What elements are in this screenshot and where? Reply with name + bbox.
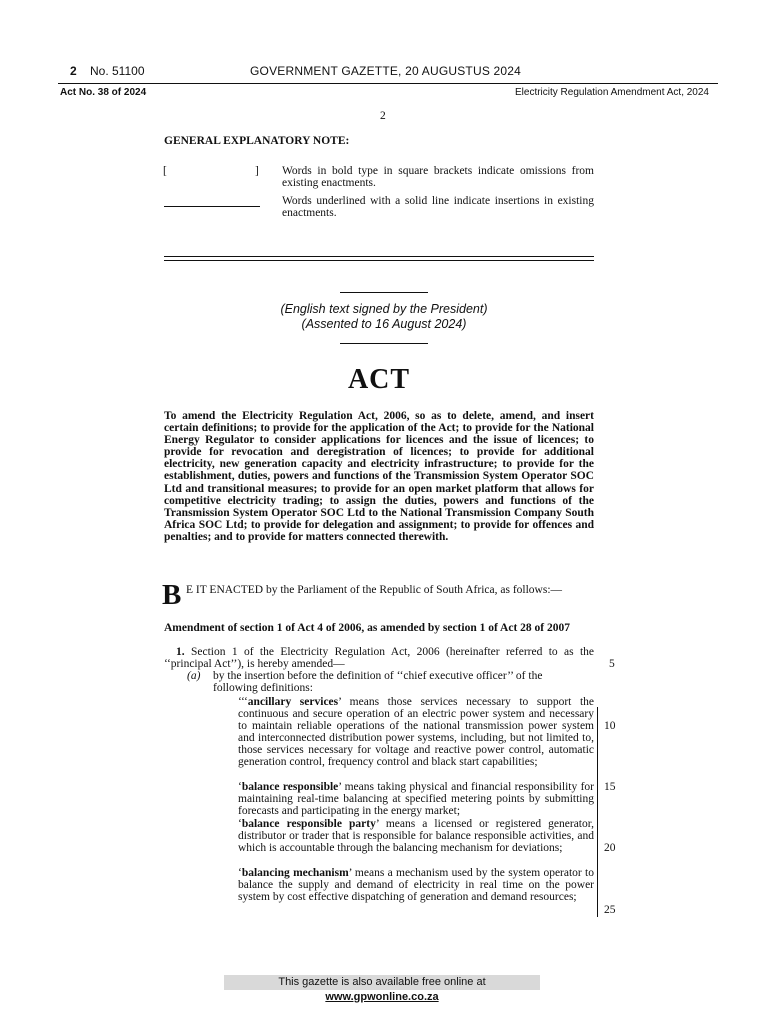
definition-term: balancing mechanism <box>241 867 349 879</box>
line-number: 10 <box>604 720 616 732</box>
footer-text: This gazette is also available free online at <box>278 976 486 988</box>
definition-term: balance responsible <box>241 781 339 793</box>
gazette-issue-number: No. 51100 <box>90 64 145 78</box>
footer-banner <box>224 975 540 1003</box>
act-heading: ACT <box>347 364 411 395</box>
definition-balance-responsible <box>238 781 594 817</box>
line-number: 5 <box>609 658 615 670</box>
section-1-text <box>164 646 594 670</box>
bracket-open: [ <box>163 165 167 177</box>
page-number-center: 2 <box>380 110 386 122</box>
assent-date-line: (Assented to 16 August 2024) <box>301 317 467 331</box>
definition-ancillary-services <box>238 696 594 768</box>
explanatory-note-title: GENERAL EXPLANATORY NOTE: <box>164 135 350 147</box>
enactment-text: E IT ENACTED by the Parliament of the Republic of South Africa, as follows:— <box>186 584 563 596</box>
header-rule <box>58 83 718 84</box>
section-heading: Amendment of section 1 of Act 4 of 2006, as amended by section 1 of Act 28 of 2007 <box>164 622 570 634</box>
definition-term: ancillary services <box>247 696 339 708</box>
assent-rule-bottom <box>340 343 428 344</box>
double-rule-top <box>164 256 594 257</box>
section-1-body: Section 1 of the Electricity Regulation Act, 2006 (hereinafter referred to as the ‘‘principal Act’’), is hereby amended— <box>164 646 595 670</box>
paragraph-a-text <box>213 670 594 694</box>
note-bold-explanation: Words in bold type in square brackets indicate omissions from existing enactments. <box>282 165 594 189</box>
definition-text: ’ means taking physical and financial responsibility for maintaining real-time balancing at specified metering points by submitting forecasts and participating in the energy market; <box>238 781 595 817</box>
double-rule-bottom <box>164 260 594 261</box>
definition-balancing-mechanism <box>238 867 594 903</box>
assent-signed-line: (English text signed by the President) <box>280 302 488 316</box>
act-number: Act No. 38 of 2024 <box>60 87 147 98</box>
definition-text: ’ means those services necessary to support the continuous and secure operation of an electric power system and necessary to maintain reliable operations of the national transmission power system and interconnected distribution power systems, including, but not limited to, those services necessary for voltage and reactive power control, automatic generation control, frequency control and black start capabilities; <box>238 696 594 768</box>
underline-sample <box>164 206 260 207</box>
enactment-drop-cap: B <box>162 579 182 611</box>
paragraph-a-line-1: by the insertion before the definition of ‘‘chief executive officer’’ of the <box>213 670 543 682</box>
definition-text: ’ means a mechanism used by the system operator to balance the supply and demand of electricity in real time on the power system by cost effective dispatching of generation and demand resources; <box>238 867 594 903</box>
line-number: 20 <box>604 842 616 854</box>
act-name-header: Electricity Regulation Amendment Act, 2024 <box>515 87 709 98</box>
definition-text: ’ means a licensed or registered generator, distributor or trader that is responsible for balance responsible activities, and which is accountable through the balancing mechanism for deviations; <box>238 818 594 854</box>
long-title: To amend the Electricity Regulation Act, 2006, so as to delete, amend, and insert certain definitions; to provide for the application of the Act; to provide for the National Energy Regulator to consider applications for licences and the issue of licences; to provide for revocation and deregistration of licences; to provide for additional electricity, new generation capacity and electricity infrastructure; to provide for the establishment, duties, powers and functions of the Transmission System Operator SOC Ltd and transitional measures; to provide for an open market platform that allows for competitive electricity trading; to assign the duties, powers and functions of the Transmission System Operator SOC Ltd to the National Transmission Company South Africa SOC Ltd; to provide for delegation and assignment; to provide for offences and penalties; and to provide for matters connected therewith. <box>164 410 594 543</box>
definition-quote: ‘‘‘ <box>238 696 248 708</box>
gazette-title: GOVERNMENT GAZETTE, 20 AUGUSTUS 2024 <box>250 64 522 78</box>
line-number: 15 <box>604 781 616 793</box>
gazette-page-number: 2 <box>70 64 77 78</box>
insertion-marker-bar <box>597 707 598 917</box>
paragraph-a-line-2: following definitions: <box>213 682 313 694</box>
section-number: 1. <box>176 646 185 658</box>
note-underline-explanation: Words underlined with a solid line indicate insertions in existing enactments. <box>282 195 594 219</box>
definition-quote: ‘ <box>238 818 242 830</box>
assent-rule-top <box>340 292 428 293</box>
footer-link[interactable]: www.gpwonline.co.za <box>325 991 439 1003</box>
line-number: 25 <box>604 904 616 916</box>
bracket-close: ] <box>255 165 259 177</box>
paragraph-a-label: (a) <box>187 670 201 682</box>
definition-quote: ‘ <box>238 781 242 793</box>
definition-quote: ‘ <box>238 867 242 879</box>
definition-term: balance responsible party <box>241 818 376 830</box>
definition-balance-responsible-party <box>238 818 594 854</box>
